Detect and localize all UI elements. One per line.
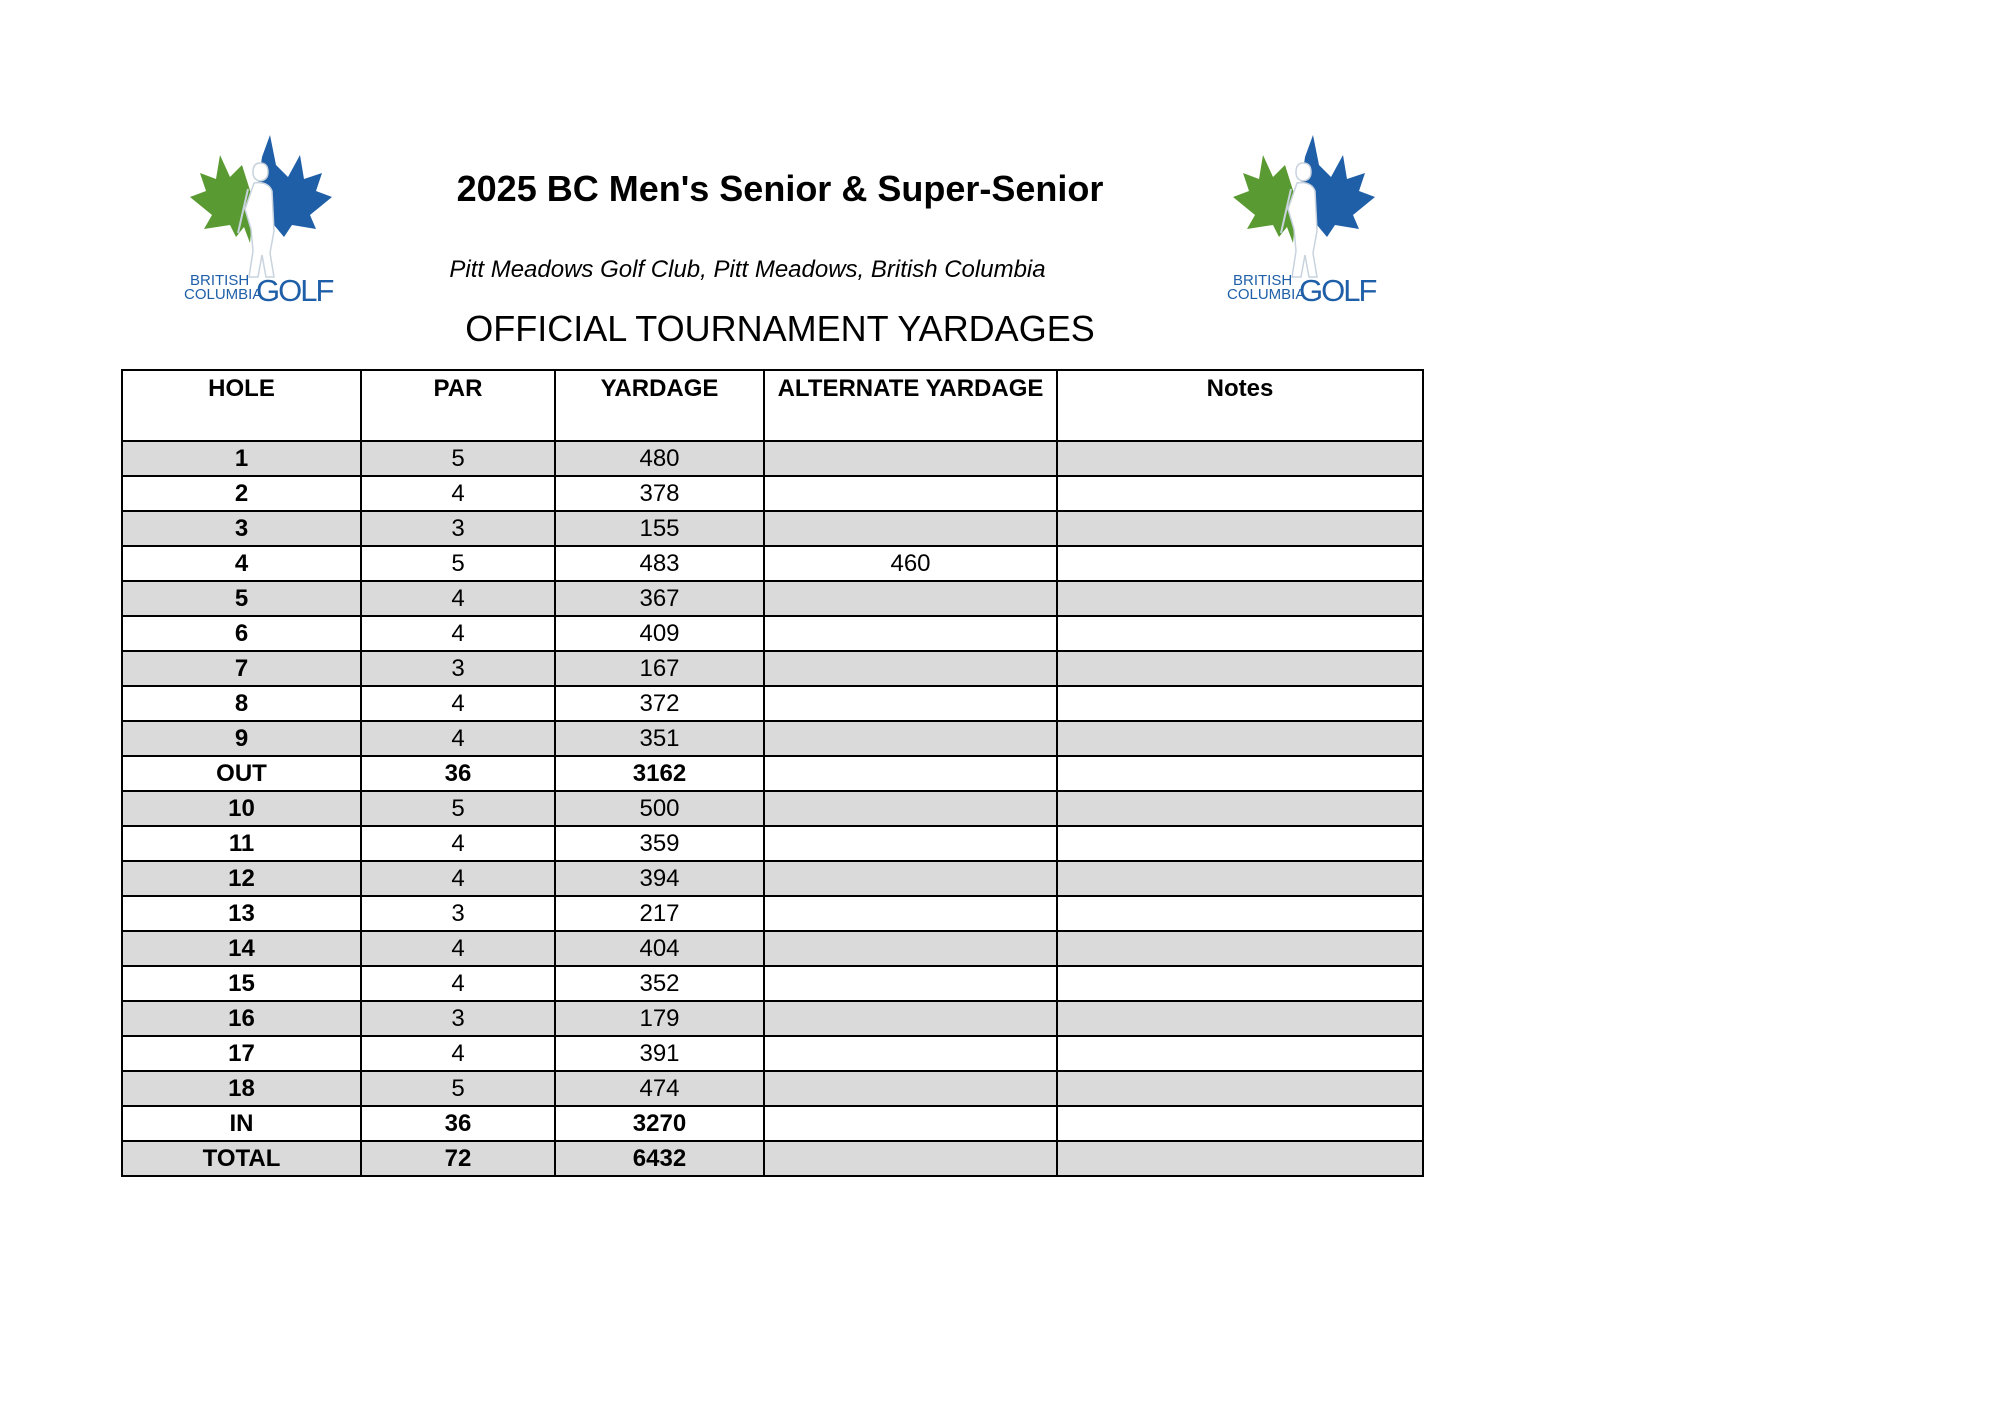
cell-par: 3: [361, 1001, 555, 1036]
table-row: [122, 1106, 1423, 1141]
cell-hole: TOTAL: [122, 1141, 361, 1176]
cell-alternate-yardage: [764, 476, 1057, 511]
table-row: [122, 966, 1423, 1001]
table-row: [122, 686, 1423, 721]
cell-yardage: 483: [555, 546, 764, 581]
table-row: [122, 931, 1423, 966]
venue-line: Pitt Meadows Golf Club, Pitt Meadows, British Columbia: [449, 256, 1046, 283]
cell-hole: 3: [122, 511, 361, 546]
cell-yardage: 351: [555, 721, 764, 756]
yardage-table: [121, 369, 1424, 1177]
cell-yardage: 217: [555, 896, 764, 931]
cell-hole: 6: [122, 616, 361, 651]
column-header-notes: Notes: [1057, 370, 1423, 441]
table-row: [122, 616, 1423, 651]
cell-par: 5: [361, 791, 555, 826]
cell-notes: [1057, 1141, 1423, 1176]
cell-notes: [1057, 861, 1423, 896]
cell-hole: 9: [122, 721, 361, 756]
event-title: 2025 BC Men's Senior & Super-Senior: [456, 168, 1104, 209]
cell-alternate-yardage: [764, 896, 1057, 931]
cell-hole: 13: [122, 896, 361, 931]
cell-yardage: 155: [555, 511, 764, 546]
cell-alternate-yardage: [764, 931, 1057, 966]
cell-hole: 1: [122, 441, 361, 476]
cell-notes: [1057, 966, 1423, 1001]
table-row: [122, 546, 1423, 581]
cell-alternate-yardage: [764, 756, 1057, 791]
cell-hole: OUT: [122, 756, 361, 791]
cell-par: 36: [361, 1106, 555, 1141]
cell-hole: 11: [122, 826, 361, 861]
cell-alternate-yardage: [764, 861, 1057, 896]
cell-hole: 18: [122, 1071, 361, 1106]
table-row: [122, 1001, 1423, 1036]
cell-yardage: 500: [555, 791, 764, 826]
table-row: [122, 826, 1423, 861]
cell-notes: [1057, 441, 1423, 476]
svg-text:BRITISH: BRITISH: [1233, 272, 1293, 289]
cell-notes: [1057, 686, 1423, 721]
table-row: [122, 581, 1423, 616]
cell-yardage: 359: [555, 826, 764, 861]
cell-yardage: 378: [555, 476, 764, 511]
cell-notes: [1057, 476, 1423, 511]
cell-yardage: 409: [555, 616, 764, 651]
table-row: [122, 651, 1423, 686]
cell-par: 4: [361, 686, 555, 721]
cell-par: 5: [361, 441, 555, 476]
cell-notes: [1057, 651, 1423, 686]
cell-hole: 12: [122, 861, 361, 896]
cell-hole: 7: [122, 651, 361, 686]
cell-yardage: 394: [555, 861, 764, 896]
cell-yardage: 179: [555, 1001, 764, 1036]
table-row: [122, 721, 1423, 756]
cell-par: 4: [361, 826, 555, 861]
table-row: [122, 896, 1423, 931]
table-body: [122, 441, 1423, 1176]
cell-par: 4: [361, 861, 555, 896]
cell-alternate-yardage: [764, 1036, 1057, 1071]
table-row: [122, 1141, 1423, 1176]
cell-hole: IN: [122, 1106, 361, 1141]
cell-par: 4: [361, 931, 555, 966]
table-row: [122, 756, 1423, 791]
cell-alternate-yardage: [764, 511, 1057, 546]
cell-par: 4: [361, 1036, 555, 1071]
svg-text:GOLF: GOLF: [1299, 273, 1376, 308]
cell-notes: [1057, 1106, 1423, 1141]
cell-hole: 16: [122, 1001, 361, 1036]
table-row: [122, 441, 1423, 476]
cell-par: 72: [361, 1141, 555, 1176]
cell-notes: [1057, 756, 1423, 791]
cell-notes: [1057, 546, 1423, 581]
cell-yardage: 391: [555, 1036, 764, 1071]
cell-hole: 17: [122, 1036, 361, 1071]
table-row: [122, 791, 1423, 826]
cell-yardage: 367: [555, 581, 764, 616]
table-header-row: [122, 370, 1423, 441]
cell-hole: 2: [122, 476, 361, 511]
cell-hole: 5: [122, 581, 361, 616]
cell-notes: [1057, 1036, 1423, 1071]
cell-hole: 14: [122, 931, 361, 966]
cell-alternate-yardage: [764, 721, 1057, 756]
cell-hole: 10: [122, 791, 361, 826]
cell-alternate-yardage: [764, 1106, 1057, 1141]
cell-alternate-yardage: [764, 441, 1057, 476]
cell-alternate-yardage: [764, 1141, 1057, 1176]
cell-alternate-yardage: [764, 651, 1057, 686]
svg-text:COLUMBIA: COLUMBIA: [184, 286, 263, 303]
cell-alternate-yardage: [764, 791, 1057, 826]
cell-yardage: 372: [555, 686, 764, 721]
table-row: [122, 511, 1423, 546]
cell-par: 4: [361, 721, 555, 756]
column-header-hole: HOLE: [122, 370, 361, 441]
cell-yardage: 3162: [555, 756, 764, 791]
cell-notes: [1057, 791, 1423, 826]
cell-hole: 4: [122, 546, 361, 581]
svg-text:BRITISH: BRITISH: [190, 272, 250, 289]
cell-alternate-yardage: [764, 581, 1057, 616]
cell-par: 4: [361, 966, 555, 1001]
cell-par: 4: [361, 616, 555, 651]
cell-hole: 15: [122, 966, 361, 1001]
cell-yardage: 3270: [555, 1106, 764, 1141]
cell-par: 3: [361, 511, 555, 546]
table-row: [122, 476, 1423, 511]
cell-yardage: 6432: [555, 1141, 764, 1176]
cell-yardage: 474: [555, 1071, 764, 1106]
cell-notes: [1057, 826, 1423, 861]
cell-notes: [1057, 616, 1423, 651]
cell-alternate-yardage: [764, 1001, 1057, 1036]
column-header-alternate-yardage: ALTERNATE YARDAGE: [764, 370, 1057, 441]
cell-alternate-yardage: [764, 616, 1057, 651]
cell-notes: [1057, 896, 1423, 931]
cell-hole: 8: [122, 686, 361, 721]
cell-alternate-yardage: [764, 826, 1057, 861]
column-header-yardage: YARDAGE: [555, 370, 764, 441]
cell-yardage: 352: [555, 966, 764, 1001]
cell-notes: [1057, 511, 1423, 546]
cell-alternate-yardage: [764, 686, 1057, 721]
cell-par: 36: [361, 756, 555, 791]
cell-alternate-yardage: [764, 966, 1057, 1001]
cell-alternate-yardage: 460: [764, 546, 1057, 581]
document-heading: OFFICIAL TOURNAMENT YARDAGES: [465, 308, 1095, 349]
cell-yardage: 480: [555, 441, 764, 476]
table-row: [122, 1071, 1423, 1106]
cell-par: 5: [361, 546, 555, 581]
svg-text:GOLF: GOLF: [256, 273, 333, 308]
svg-text:COLUMBIA: COLUMBIA: [1227, 286, 1306, 303]
cell-yardage: 167: [555, 651, 764, 686]
cell-notes: [1057, 581, 1423, 616]
cell-notes: [1057, 1001, 1423, 1036]
cell-par: 5: [361, 1071, 555, 1106]
cell-par: 3: [361, 651, 555, 686]
cell-par: 4: [361, 476, 555, 511]
cell-notes: [1057, 1071, 1423, 1106]
column-header-par: PAR: [361, 370, 555, 441]
cell-yardage: 404: [555, 931, 764, 966]
cell-par: 4: [361, 581, 555, 616]
cell-par: 3: [361, 896, 555, 931]
cell-alternate-yardage: [764, 1071, 1057, 1106]
cell-notes: [1057, 931, 1423, 966]
table-row: [122, 1036, 1423, 1071]
cell-notes: [1057, 721, 1423, 756]
table-row: [122, 861, 1423, 896]
